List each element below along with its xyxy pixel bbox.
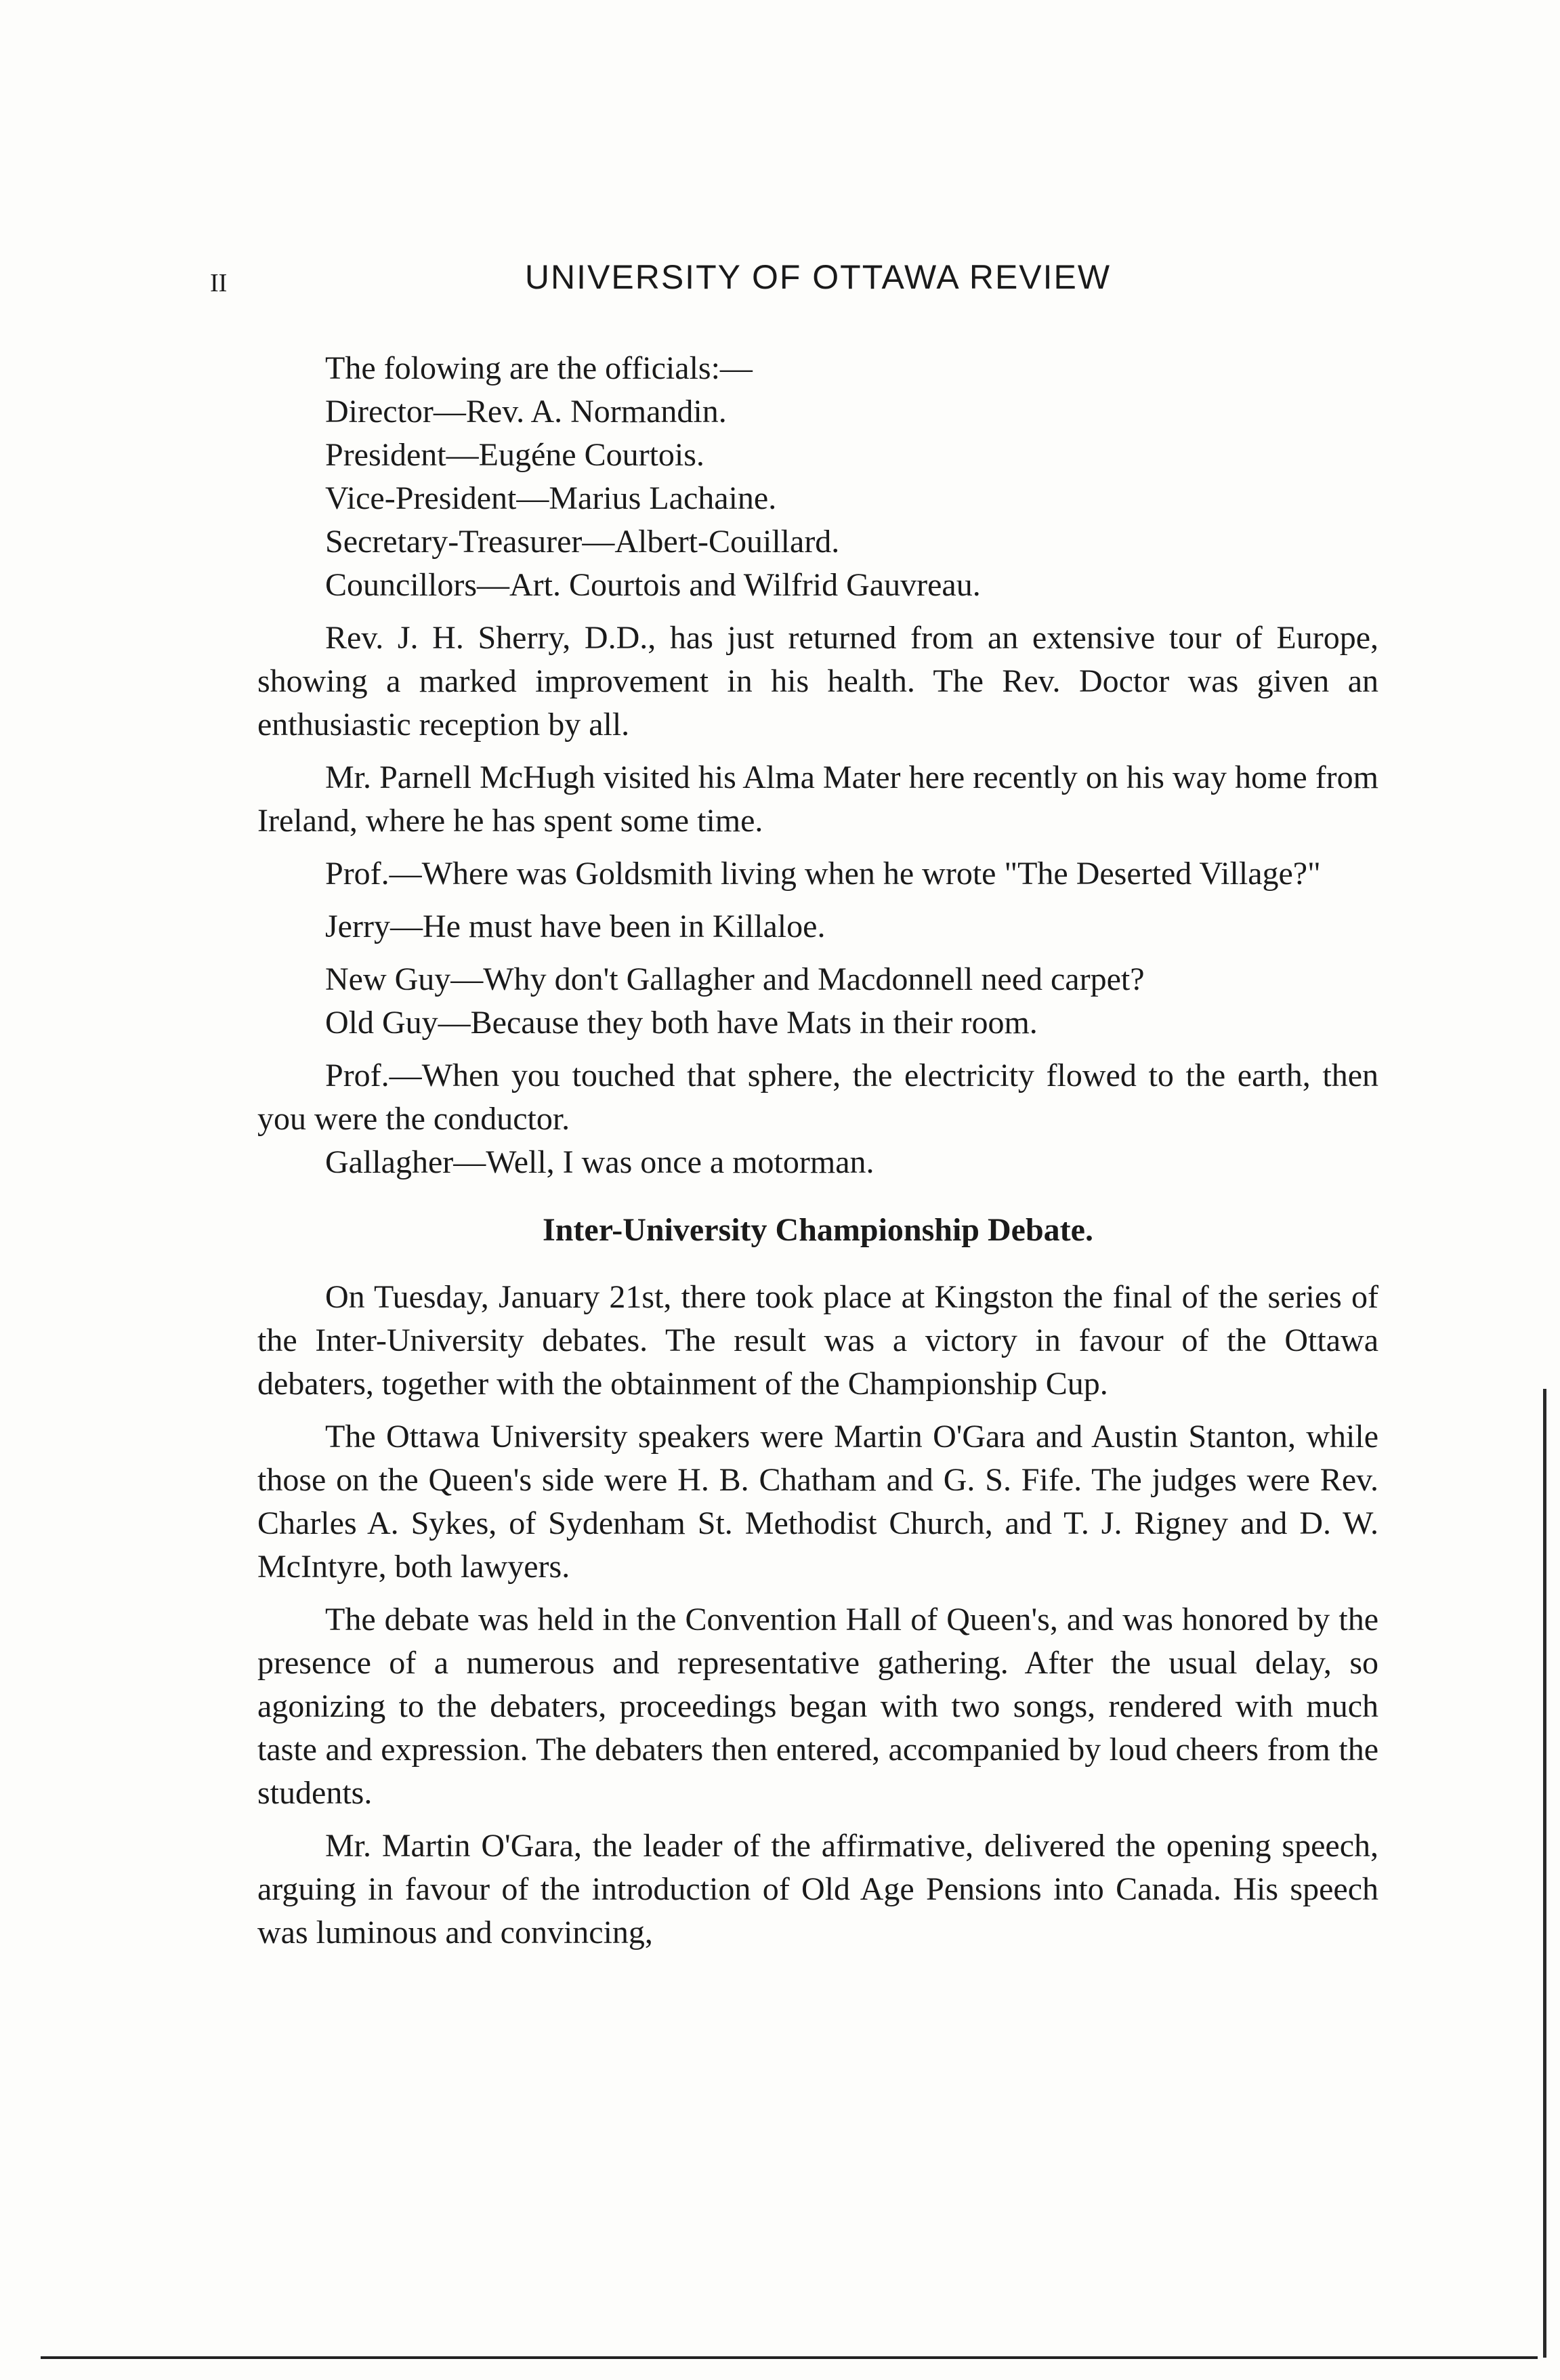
paragraph-mchugh: Mr. Parnell McHugh visited his Alma Mater here recently on his way home from Ireland, where he has spent some time. [257,759,1378,839]
official-vice-president: Vice-President—Marius Lachaine. [325,480,777,516]
paragraph-sherry: Rev. J. H. Sherry, D.D., has just returned from an extensive tour of Europe, showing a marked improvement in his health. The Rev. Doctor was given an enthusiastic reception by all. [257,620,1378,743]
page-edge-rule-bottom [41,2356,1538,2359]
page-number: II [210,269,228,297]
joke-goldsmith-answer: Jerry—He must have been in Killaloe. [325,909,826,944]
joke-sphere-answer: Gallagher—Well, I was once a motorman. [325,1144,874,1180]
official-president: President—Eugéne Courtois. [325,437,704,473]
debate-paragraph-4: Mr. Martin O'Gara, the leader of the affirmative, delivered the opening speech, arguing in favour of the introduction of Old Age Pensions into Canada. His speech was luminous and convincing, [257,1828,1378,1950]
official-director: Director—Rev. A. Normandin. [325,394,727,430]
officials-list [257,347,1378,607]
page-header [210,257,1378,305]
debate-paragraph-2: The Ottawa University speakers were Martin O'Gara and Austin Stanton, while those on the Queen's side were H. B. Chatham and G. S. Fife. The judges were Rev. Charles A. Sykes, of Sydenham St. Methodist Church, and T. J. Rigney and D. W. McIntyre, both lawyers. [257,1419,1378,1585]
officials-intro: The folowing are the officials:— [325,350,753,386]
debate-paragraph-1: On Tuesday, January 21st, there took place at Kingston the final of the series of the Inter-University debates. The result was a victory in favour of the Ottawa debaters, together with the obtainment of the Championship Cup. [257,1279,1378,1402]
debate-paragraph-3: The debate was held in the Convention Hall of Queen's, and was honored by the presence of a numerous and representative gathering. After the usual delay, so agonizing to the debaters, proceedings began with two songs, rendered with much taste and expression. The debaters then entered, accompanied by loud cheers from the students. [257,1602,1378,1811]
running-title: UNIVERSITY OF OTTAWA REVIEW [524,258,1112,296]
official-councillors: Councillors—Art. Courtois and Wilfrid Gauvreau. [325,567,981,603]
page-edge-rule-right [1543,1389,1546,2358]
joke-carpet-question: New Guy—Why don't Gallagher and Macdonnell need carpet? [325,961,1145,997]
joke-goldsmith-question: Prof.—Where was Goldsmith living when he wrote "The Deserted Village?" [325,856,1321,892]
page [210,257,1378,1955]
joke-carpet-answer: Old Guy—Because they both have Mats in their room. [325,1005,1038,1041]
official-secretary-treasurer: Secretary-Treasurer—Albert-Couillard. [325,524,840,560]
section-heading: Inter-University Championship Debate. [543,1212,1093,1248]
joke-sphere-question: Prof.—When you touched that sphere, the electricity flowed to the earth, then you were the conductor. [257,1058,1378,1137]
